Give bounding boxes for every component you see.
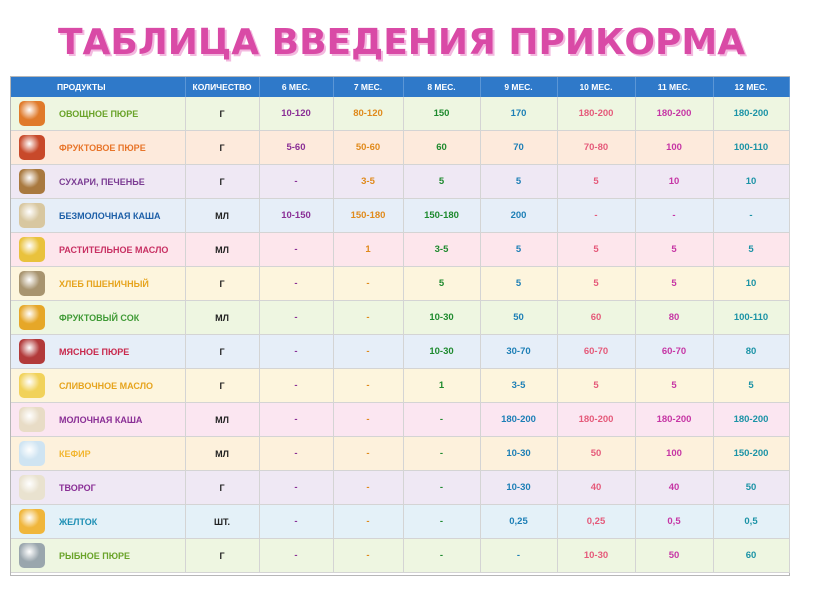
value-cell: - [259, 437, 333, 471]
table-row [11, 233, 789, 267]
product-label: ЖЕЛТОК [59, 516, 98, 527]
juice-icon [19, 305, 45, 330]
value-cell: - [259, 539, 333, 573]
product-cell [11, 301, 185, 335]
value-cell: - [333, 437, 403, 471]
table-row [11, 539, 789, 573]
table-row [11, 267, 789, 301]
value-cell: - [403, 403, 480, 437]
value-cell: - [259, 403, 333, 437]
value-cell: 50 [557, 437, 635, 471]
butter-icon [19, 373, 45, 398]
product-label: ХЛЕБ ПШЕНИЧНЫЙ [59, 278, 149, 289]
value-cell: 10-30 [557, 539, 635, 573]
value-cell: 10 [635, 165, 713, 199]
bread-icon [19, 271, 45, 296]
value-cell: 0,25 [557, 505, 635, 539]
value-cell: 170 [480, 97, 557, 131]
product-label: МЯСНОЕ ПЮРЕ [59, 346, 130, 357]
value-cell: 5 [480, 267, 557, 301]
value-cell: 3-5 [480, 369, 557, 403]
value-cell: - [403, 539, 480, 573]
value-cell: 50 [635, 539, 713, 573]
unit-cell: Г [185, 131, 259, 165]
meat-icon [19, 339, 45, 364]
unit-cell: МЛ [185, 403, 259, 437]
product-label: СУХАРИ, ПЕЧЕНЬЕ [59, 176, 145, 187]
egg-yolk-icon [19, 509, 45, 534]
product-label: РЫБНОЕ ПЮРЕ [59, 550, 131, 561]
column-header-10: 10 МЕС. [557, 77, 635, 97]
value-cell: - [259, 505, 333, 539]
value-cell: - [259, 267, 333, 301]
product-cell [11, 335, 185, 369]
value-cell: 5 [635, 267, 713, 301]
value-cell: 5 [557, 233, 635, 267]
value-cell: 5 [403, 267, 480, 301]
value-cell: 200 [480, 199, 557, 233]
product-label: КЕФИР [59, 448, 91, 459]
column-header-6: 6 МЕС. [259, 77, 333, 97]
fruit-puree-icon [19, 135, 45, 160]
page-title: ТАБЛИЦА ВВЕДЕНИЯ ПРИКОРМА [58, 22, 746, 63]
table-row [11, 471, 789, 505]
table-row [11, 131, 789, 165]
value-cell: 150-180 [333, 199, 403, 233]
crackers-icon [19, 169, 45, 194]
value-cell: 1 [403, 369, 480, 403]
value-cell: - [333, 539, 403, 573]
table-row [11, 97, 789, 131]
product-label: ФРУКТОВОЕ ПЮРЕ [59, 142, 146, 153]
product-cell [11, 539, 185, 573]
value-cell: 10-30 [480, 471, 557, 505]
table-row [11, 437, 789, 471]
value-cell: 40 [557, 471, 635, 505]
kefir-icon [19, 441, 45, 466]
value-cell: 5 [480, 165, 557, 199]
value-cell: 60 [713, 539, 789, 573]
product-cell [11, 471, 185, 505]
product-cell [11, 267, 185, 301]
value-cell: 150-180 [403, 199, 480, 233]
product-label: БЕЗМОЛОЧНАЯ КАША [59, 210, 161, 221]
value-cell: 60 [557, 301, 635, 335]
value-cell: 10 [713, 165, 789, 199]
pumpkin-puree-icon [19, 101, 45, 126]
table-row [11, 301, 789, 335]
column-header-11: 11 МЕС. [635, 77, 713, 97]
product-cell [11, 233, 185, 267]
value-cell: 40 [635, 471, 713, 505]
unit-cell: Г [185, 267, 259, 301]
value-cell: - [259, 369, 333, 403]
value-cell: 3-5 [333, 165, 403, 199]
value-cell: 80 [635, 301, 713, 335]
product-label: ФРУКТОВЫЙ СОК [59, 312, 140, 323]
value-cell: 0,5 [713, 505, 789, 539]
table-header-row [11, 77, 789, 97]
milk-porridge-icon [19, 407, 45, 432]
table-row [11, 335, 789, 369]
value-cell: 80-120 [333, 97, 403, 131]
value-cell: 100-110 [713, 301, 789, 335]
value-cell: 70 [480, 131, 557, 165]
value-cell: 150 [403, 97, 480, 131]
value-cell: - [259, 301, 333, 335]
sunflower-oil-icon [19, 237, 45, 262]
value-cell: - [259, 335, 333, 369]
value-cell: - [259, 233, 333, 267]
value-cell: - [333, 403, 403, 437]
value-cell: 80 [713, 335, 789, 369]
value-cell: 10-30 [403, 301, 480, 335]
unit-cell: МЛ [185, 437, 259, 471]
value-cell: - [333, 301, 403, 335]
value-cell: 5 [557, 369, 635, 403]
cottage-cheese-icon [19, 475, 45, 500]
value-cell: 10-150 [259, 199, 333, 233]
column-header-quantity: КОЛИЧЕСТВО [185, 77, 259, 97]
unit-cell: ШТ. [185, 505, 259, 539]
value-cell: 50-60 [333, 131, 403, 165]
product-cell [11, 165, 185, 199]
table-row [11, 403, 789, 437]
table-row [11, 369, 789, 403]
value-cell: 5 [713, 369, 789, 403]
value-cell: 5 [635, 369, 713, 403]
unit-cell: Г [185, 369, 259, 403]
value-cell: - [333, 471, 403, 505]
value-cell: 60 [403, 131, 480, 165]
value-cell: - [635, 199, 713, 233]
product-label: ОВОЩНОЕ ПЮРЕ [59, 108, 139, 119]
value-cell: - [333, 505, 403, 539]
product-cell [11, 369, 185, 403]
value-cell: 0,5 [635, 505, 713, 539]
value-cell: 180-200 [713, 97, 789, 131]
porridge-icon [19, 203, 45, 228]
table-row [11, 199, 789, 233]
unit-cell: МЛ [185, 233, 259, 267]
column-header-products: ПРОДУКТЫ [11, 77, 185, 97]
value-cell: 70-80 [557, 131, 635, 165]
product-label: СЛИВОЧНОЕ МАСЛО [59, 380, 154, 391]
product-cell [11, 505, 185, 539]
value-cell: 180-200 [557, 403, 635, 437]
fish-icon [19, 543, 45, 568]
value-cell: - [333, 267, 403, 301]
value-cell: 5-60 [259, 131, 333, 165]
unit-cell: Г [185, 97, 259, 131]
product-cell [11, 131, 185, 165]
value-cell: 5 [635, 233, 713, 267]
value-cell: 30-70 [480, 335, 557, 369]
value-cell: 5 [713, 233, 789, 267]
column-header-12: 12 МЕС. [713, 77, 789, 97]
value-cell: - [259, 471, 333, 505]
value-cell: 5 [403, 165, 480, 199]
unit-cell: Г [185, 335, 259, 369]
value-cell: 60-70 [557, 335, 635, 369]
table-row [11, 165, 789, 199]
product-label: РАСТИТЕЛЬНОЕ МАСЛО [59, 244, 169, 255]
value-cell: 180-200 [557, 97, 635, 131]
value-cell: 5 [480, 233, 557, 267]
product-cell [11, 97, 185, 131]
value-cell: 10-30 [480, 437, 557, 471]
value-cell: 50 [480, 301, 557, 335]
value-cell: 180-200 [635, 403, 713, 437]
unit-cell: МЛ [185, 301, 259, 335]
value-cell: 180-200 [480, 403, 557, 437]
value-cell: 10-30 [403, 335, 480, 369]
column-header-7: 7 МЕС. [333, 77, 403, 97]
value-cell: - [333, 335, 403, 369]
value-cell: 3-5 [403, 233, 480, 267]
value-cell: 0,25 [480, 505, 557, 539]
value-cell: 5 [557, 165, 635, 199]
unit-cell: Г [185, 539, 259, 573]
product-label: МОЛОЧНАЯ КАША [59, 414, 143, 425]
value-cell: 10-120 [259, 97, 333, 131]
value-cell: 150-200 [713, 437, 789, 471]
value-cell: - [403, 471, 480, 505]
value-cell: - [403, 437, 480, 471]
value-cell: - [403, 505, 480, 539]
product-cell [11, 199, 185, 233]
column-header-8: 8 МЕС. [403, 77, 480, 97]
value-cell: 180-200 [635, 97, 713, 131]
feeding-table [11, 77, 790, 573]
value-cell: - [333, 369, 403, 403]
value-cell: 10 [713, 267, 789, 301]
value-cell: 100-110 [713, 131, 789, 165]
value-cell: 180-200 [713, 403, 789, 437]
value-cell: 100 [635, 437, 713, 471]
unit-cell: Г [185, 471, 259, 505]
value-cell: - [259, 165, 333, 199]
column-header-9: 9 МЕС. [480, 77, 557, 97]
value-cell: 100 [635, 131, 713, 165]
value-cell: - [713, 199, 789, 233]
value-cell: 5 [557, 267, 635, 301]
product-label: ТВОРОГ [59, 482, 96, 493]
value-cell: 50 [713, 471, 789, 505]
value-cell: 1 [333, 233, 403, 267]
product-cell [11, 403, 185, 437]
unit-cell: МЛ [185, 199, 259, 233]
unit-cell: Г [185, 165, 259, 199]
value-cell: - [480, 539, 557, 573]
value-cell: - [557, 199, 635, 233]
product-cell [11, 437, 185, 471]
table-row [11, 505, 789, 539]
value-cell: 60-70 [635, 335, 713, 369]
